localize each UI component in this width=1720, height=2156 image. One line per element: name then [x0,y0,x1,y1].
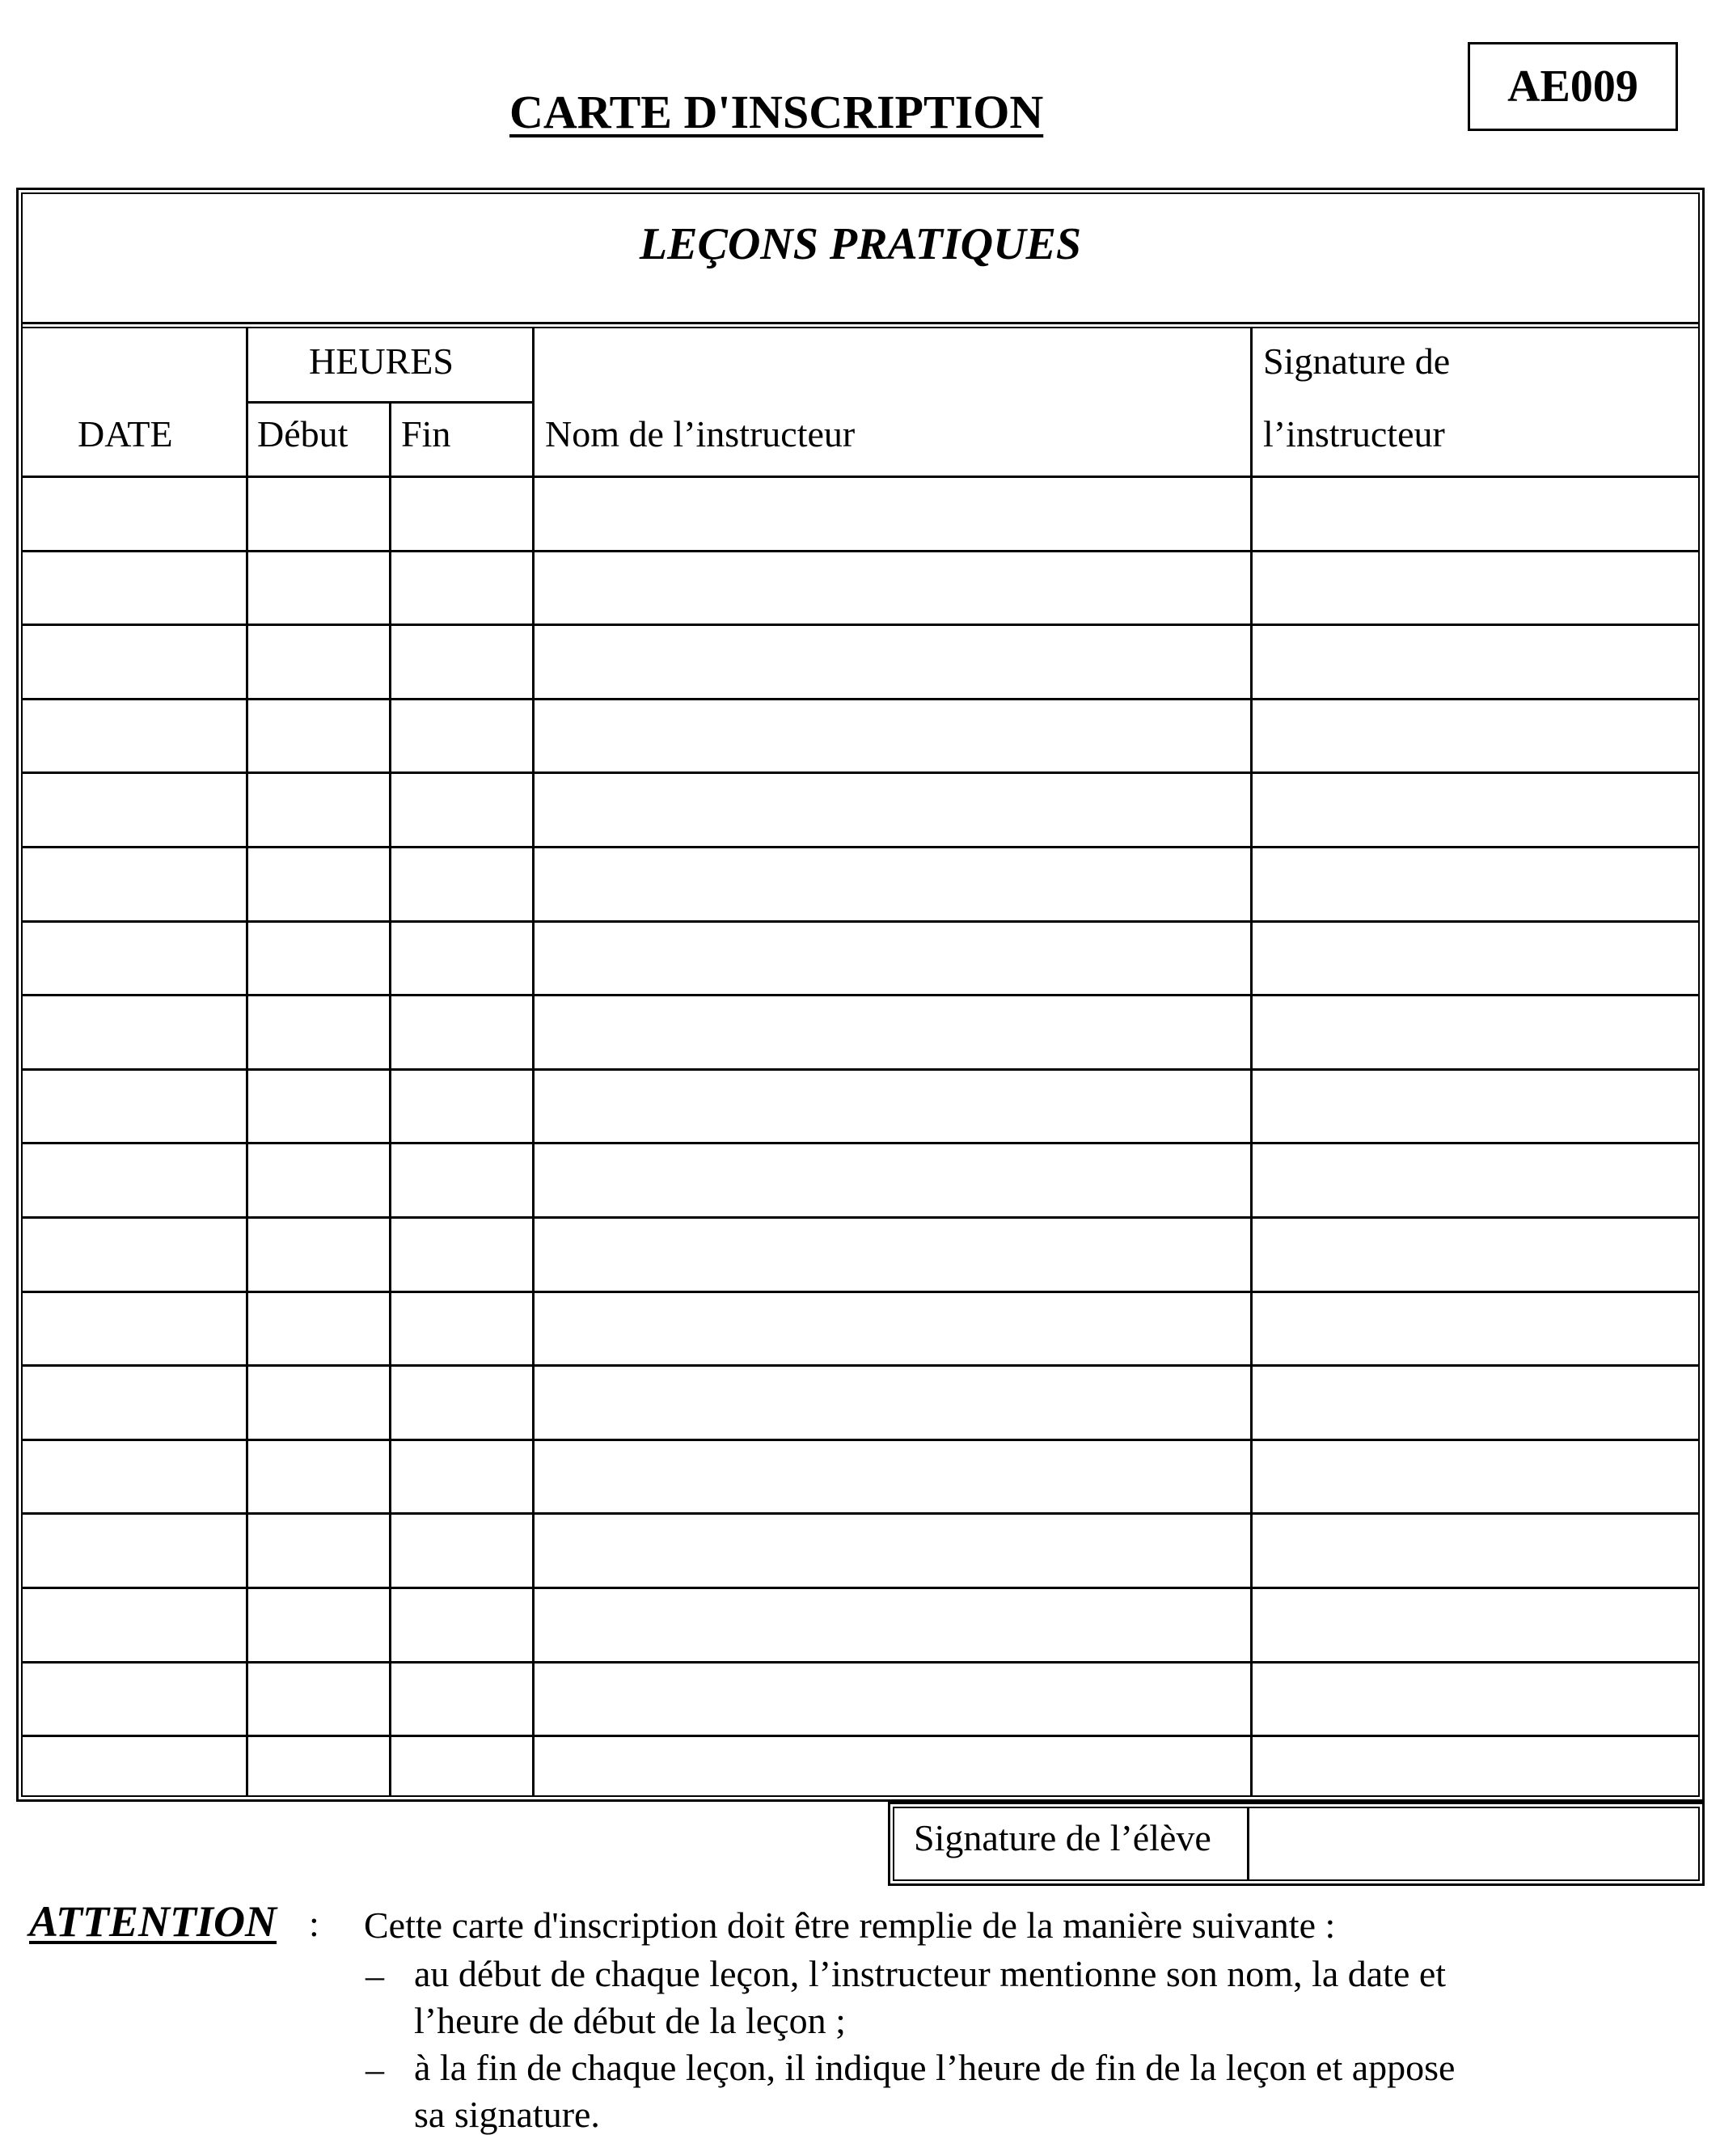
form-code: AE009 [1507,61,1638,112]
cell-instructor-signature[interactable] [1253,1515,1700,1587]
attention-colon: : [309,1903,319,1944]
cell-start[interactable] [248,848,389,920]
cell-start[interactable] [248,996,389,1068]
student-signature-label: Signature de l’élève [914,1817,1211,1858]
cell-date[interactable] [23,923,246,994]
cell-date[interactable] [23,1367,246,1439]
cell-instructor-name[interactable] [535,1737,1250,1809]
cell-date[interactable] [23,1737,246,1809]
cell-start[interactable] [248,478,389,550]
cell-date[interactable] [23,1441,246,1512]
notice-item-2-line-2: sa signature. [414,2094,600,2135]
cell-date[interactable] [23,1589,246,1661]
cell-instructor-signature[interactable] [1253,626,1700,698]
cell-instructor-signature[interactable] [1253,1293,1700,1364]
cell-start[interactable] [248,1367,389,1439]
cell-end[interactable] [391,700,532,772]
cell-end[interactable] [391,996,532,1068]
cell-instructor-name[interactable] [535,1664,1250,1735]
cell-end[interactable] [391,478,532,550]
cell-instructor-name[interactable] [535,1144,1250,1216]
form-code-box [1468,42,1678,131]
cell-date[interactable] [23,1219,246,1291]
cell-end[interactable] [391,1367,532,1439]
column-header-end: Fin [401,413,451,454]
cell-instructor-name[interactable] [535,774,1250,846]
section-title-divider [21,322,1700,324]
cell-end[interactable] [391,1515,532,1587]
notice-item-2-line-1: à la fin de chaque leçon, il indique l’heure de fin de la leçon et appose [414,2047,1456,2088]
cell-instructor-signature[interactable] [1253,1664,1700,1735]
cell-instructor-signature[interactable] [1253,1441,1700,1512]
attention-heading: ATTENTION [29,1897,277,1946]
cell-instructor-name[interactable] [535,626,1250,698]
cell-instructor-name[interactable] [535,478,1250,550]
document-title: CARTE D'INSCRIPTION [509,86,1044,138]
notice-bullet: – [366,2048,384,2090]
cell-date[interactable] [23,1071,246,1142]
cell-instructor-name[interactable] [535,848,1250,920]
cell-instructor-name[interactable] [535,1589,1250,1661]
cell-start[interactable] [248,1589,389,1661]
cell-instructor-signature[interactable] [1253,1589,1700,1661]
column-header-start: Début [257,413,349,454]
cell-instructor-name[interactable] [535,1515,1250,1587]
cell-date[interactable] [23,1515,246,1587]
cell-end[interactable] [391,1071,532,1142]
column-header-instructor-signature-line1: Signature de [1263,340,1451,382]
cell-end[interactable] [391,923,532,994]
cell-instructor-signature[interactable] [1253,1367,1700,1439]
cell-end[interactable] [391,848,532,920]
notice-bullet: – [366,1955,384,1996]
cell-start[interactable] [248,626,389,698]
cell-date[interactable] [23,626,246,698]
cell-start[interactable] [248,923,389,994]
cell-date[interactable] [23,478,246,550]
cell-end[interactable] [391,774,532,846]
cell-start[interactable] [248,552,389,624]
cell-end[interactable] [391,1293,532,1364]
column-header-instructor-signature-line2: l’instructeur [1263,413,1445,454]
cell-instructor-signature[interactable] [1253,1219,1700,1291]
cell-start[interactable] [248,1219,389,1291]
cell-start[interactable] [248,1441,389,1512]
cell-instructor-signature[interactable] [1253,1737,1700,1809]
section-title-divider-inner [21,327,1700,328]
cell-instructor-name[interactable] [535,923,1250,994]
cell-date[interactable] [23,1664,246,1735]
section-title: LEÇONS PRATIQUES [639,219,1082,269]
cell-start[interactable] [248,1664,389,1735]
cell-instructor-signature[interactable] [1253,700,1700,772]
cell-instructor-signature[interactable] [1253,1144,1700,1216]
column-header-instructor-name: Nom de l’instructeur [545,413,856,454]
cell-date[interactable] [23,774,246,846]
cell-end[interactable] [391,1589,532,1661]
cell-instructor-signature[interactable] [1253,478,1700,550]
cell-start[interactable] [248,700,389,772]
cell-instructor-name[interactable] [535,1071,1250,1142]
cell-instructor-signature[interactable] [1253,848,1700,920]
notice-intro: Cette carte d'inscription doit être remplie de la manière suivante : [364,1904,1336,1946]
cell-end[interactable] [391,552,532,624]
cell-instructor-name[interactable] [535,1441,1250,1512]
notice-item-1-line-1: au début de chaque leçon, l’instructeur mentionne son nom, la date et [414,1953,1447,1994]
cell-instructor-signature[interactable] [1253,1071,1700,1142]
cell-instructor-signature[interactable] [1253,774,1700,846]
cell-end[interactable] [391,626,532,698]
column-header-hours: HEURES [309,340,454,382]
cell-start[interactable] [248,1737,389,1809]
cell-date[interactable] [23,700,246,772]
cell-date[interactable] [23,552,246,624]
cell-start[interactable] [248,1144,389,1216]
cell-instructor-name[interactable] [535,1219,1250,1291]
cell-end[interactable] [391,1737,532,1809]
cell-start[interactable] [248,1515,389,1587]
student-signature-field[interactable] [1247,1807,1700,1881]
cell-instructor-name[interactable] [535,1367,1250,1439]
cell-end[interactable] [391,1219,532,1291]
cell-instructor-signature[interactable] [1253,552,1700,624]
cell-instructor-name[interactable] [535,1293,1250,1364]
cell-date[interactable] [23,848,246,920]
cell-instructor-name[interactable] [535,552,1250,624]
cell-start[interactable] [248,1293,389,1364]
notice-item-1-line-2: l’heure de début de la leçon ; [414,2000,846,2041]
cell-date[interactable] [23,996,246,1068]
cell-date[interactable] [23,1144,246,1216]
cell-start[interactable] [248,774,389,846]
cell-end[interactable] [391,1664,532,1735]
cell-end[interactable] [391,1144,532,1216]
column-header-date: DATE [78,413,173,454]
cell-instructor-signature[interactable] [1253,996,1700,1068]
cell-end[interactable] [391,1441,532,1512]
cell-date[interactable] [23,1293,246,1364]
cell-instructor-name[interactable] [535,996,1250,1068]
cell-start[interactable] [248,1071,389,1142]
cell-instructor-name[interactable] [535,700,1250,772]
cell-instructor-signature[interactable] [1253,923,1700,994]
